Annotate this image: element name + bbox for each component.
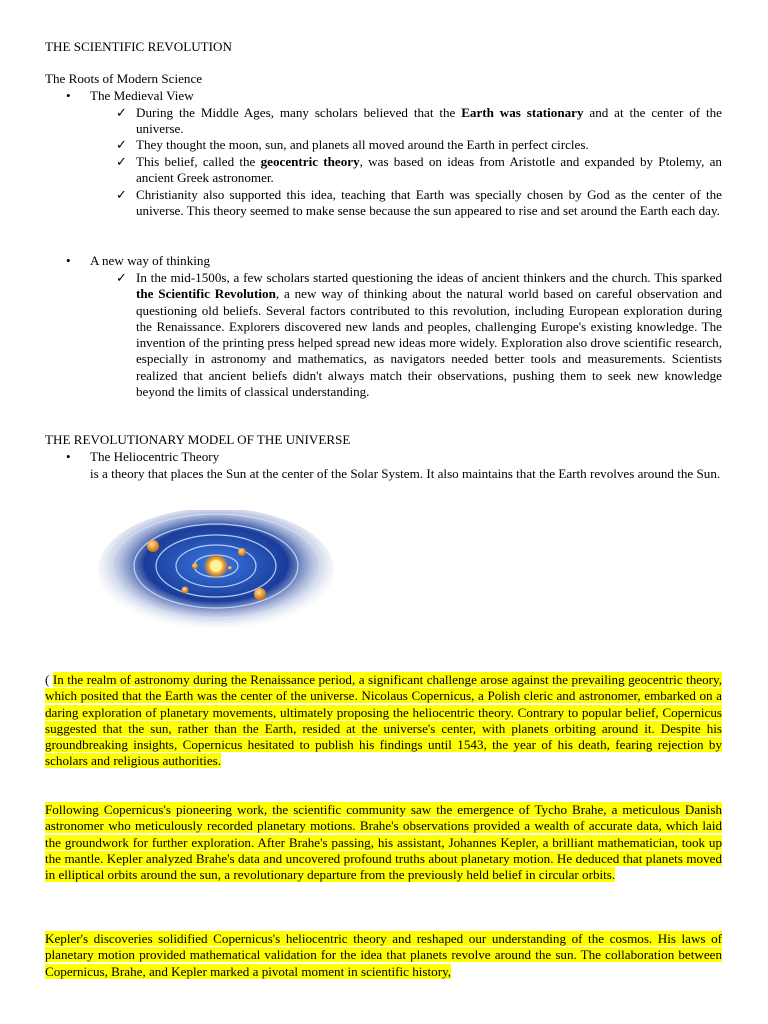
highlighted-paragraph: ( In the realm of astronomy during the Renaissance period, a significant challenge arose against the prevailing geocentric theory, which posited that the Earth was the center of the universe. Nicolaus Copernicus, a Polish cleric and astronomer, embarked on a daring exploration of planetary movements, ultimately proposing the heliocentric theory. Contrary to popular belief, Copernicus suggested that the sun, rather than the Earth, resided at the universe's center, with planets orbiting around it. Despite his groundbreaking insights, Copernicus hesitated to publish his findings until 1543, the year of his death, fearing rejection by scholars and religious authorities. — [45, 672, 722, 769]
bullet-heliocentric: • The Heliocentric Theory — [90, 449, 219, 465]
section-heading-roots: The Roots of Modern Science — [45, 71, 203, 86]
checkmark-icon: ✓ — [116, 270, 127, 285]
bullet-medieval-view: • The Medieval View — [90, 88, 194, 104]
heliocentric-description: is a theory that places the Sun at the center of the Solar System. It also maintains that the Earth revolves around the Sun. — [90, 466, 721, 481]
checkmark-icon: ✓ — [116, 105, 127, 120]
check-item: ✓ During the Middle Ages, many scholars believed that the Earth was stationary and at the center of the universe. — [116, 105, 722, 137]
section-heading-revolutionary: THE REVOLUTIONARY MODEL OF THE UNIVERSE — [45, 432, 351, 447]
highlighted-paragraph: Kepler's discoveries solidified Copernicus's heliocentric theory and reshaped our understanding of the cosmos. His laws of planetary motion provided mathematical validation for the idea that planets revolve around the sun. The collaboration between Copernicus, Brahe, and Kepler marked a pivotal moment in scientific history, — [45, 931, 722, 979]
check-item: ✓ Christianity also supported this idea, teaching that Earth was specially chosen by God as the center of the universe. This theory seemed to make sense because the sun appeared to rise and set around the Earth each day. — [116, 187, 722, 219]
check-item: ✓ They thought the moon, sun, and planets all moved around the Earth in perfect circles. — [116, 137, 589, 152]
bullet-new-way: • A new way of thinking — [90, 253, 210, 269]
check-item: ✓ In the mid-1500s, a few scholars started questioning the ideas of ancient thinkers and the church. This sparked the Scientific Revolution, a new way of thinking about the natural world based on careful observation and questioning old beliefs. Several factors contributed to this revolution, including European exploration during the Renaissance. Explorers discovered new lands and peoples, challenging Europe's existing knowledge. The invention of the printing press helped spread new ideas more widely. Exploration also drove scientific research, especially in astronomy and mathematics, as navigators needed better tools and measurements. Scientists realized that ancient beliefs didn't always match their observations, pushing them to seek new knowledge beyond the limits of classical understanding. — [116, 270, 722, 400]
check-item: ✓ This belief, called the geocentric theory, was based on ideas from Aristotle and expanded by Ptolemy, an ancient Greek astronomer. — [116, 154, 722, 186]
checkmark-icon: ✓ — [116, 154, 127, 169]
checkmark-icon: ✓ — [116, 187, 127, 202]
solar-system-image — [98, 510, 338, 640]
document-title: THE SCIENTIFIC REVOLUTION — [45, 39, 232, 54]
checkmark-icon: ✓ — [116, 137, 127, 152]
highlighted-paragraph: Following Copernicus's pioneering work, the scientific community saw the emergence of Tycho Brahe, a meticulous Danish astronomer who meticulously recorded planetary motions. Brahe's observations provided a wealth of accurate data, which laid the groundwork for further exploration. After Brahe's passing, his assistant, Johannes Kepler, a brilliant mathematician, took up the mantle. Kepler analyzed Brahe's data and uncovered profound truths about planetary motion. He deduced that planets moved in elliptical orbits around the sun, a revolutionary departure from the previously held belief in circular orbits. — [45, 802, 722, 883]
